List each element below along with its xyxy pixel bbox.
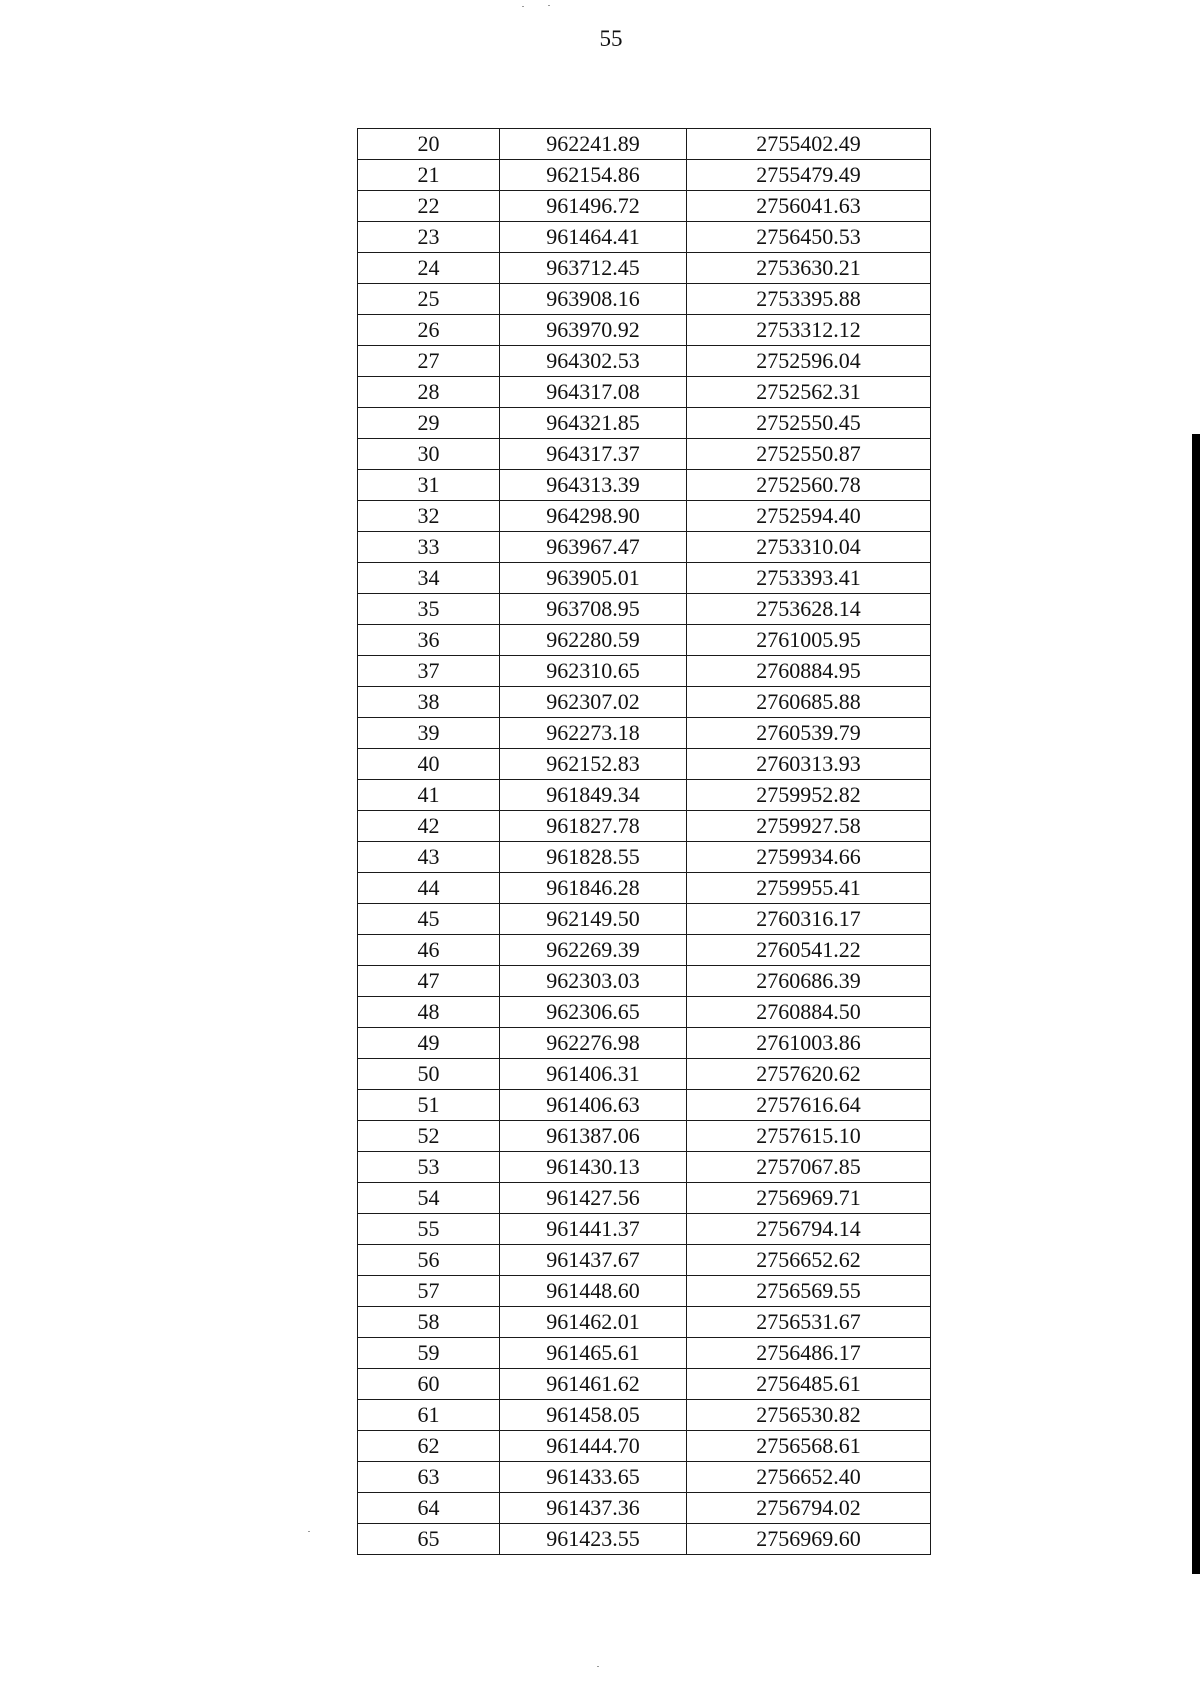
table-row [358,532,931,563]
table-row [358,470,931,501]
point-number-cell: 60 [358,1369,500,1400]
y-coordinate-cell: 2760884.50 [687,997,931,1028]
y-coordinate-cell: 2756450.53 [687,222,931,253]
table-row [358,1431,931,1462]
table-row [358,966,931,997]
y-coordinate-cell: 2756530.82 [687,1400,931,1431]
x-coordinate-cell: 964321.85 [500,408,687,439]
point-number-cell: 51 [358,1090,500,1121]
point-number-cell: 38 [358,687,500,718]
point-number-cell: 41 [358,780,500,811]
y-coordinate-cell: 2759927.58 [687,811,931,842]
x-coordinate-cell: 964317.08 [500,377,687,408]
table-row [358,191,931,222]
point-number-cell: 36 [358,625,500,656]
y-coordinate-cell: 2752560.78 [687,470,931,501]
table-row [358,1307,931,1338]
point-number-cell: 43 [358,842,500,873]
point-number-cell: 33 [358,532,500,563]
scan-speck [308,1531,310,1532]
y-coordinate-cell: 2752550.45 [687,408,931,439]
y-coordinate-cell: 2752594.40 [687,501,931,532]
x-coordinate-cell: 963970.92 [500,315,687,346]
table-row [358,842,931,873]
table-row [358,1245,931,1276]
x-coordinate-cell: 963905.01 [500,563,687,594]
point-number-cell: 61 [358,1400,500,1431]
y-coordinate-cell: 2756531.67 [687,1307,931,1338]
point-number-cell: 31 [358,470,500,501]
x-coordinate-cell: 961433.65 [500,1462,687,1493]
table-row [358,904,931,935]
point-number-cell: 64 [358,1493,500,1524]
x-coordinate-cell: 961430.13 [500,1152,687,1183]
y-coordinate-cell: 2760313.93 [687,749,931,780]
table-row [358,1121,931,1152]
y-coordinate-cell: 2753395.88 [687,284,931,315]
y-coordinate-cell: 2753630.21 [687,253,931,284]
table-row [358,1214,931,1245]
x-coordinate-cell: 962149.50 [500,904,687,935]
point-number-cell: 49 [358,1028,500,1059]
y-coordinate-cell: 2756568.61 [687,1431,931,1462]
y-coordinate-cell: 2753393.41 [687,563,931,594]
point-number-cell: 26 [358,315,500,346]
point-number-cell: 20 [358,129,500,160]
table-row [358,1059,931,1090]
x-coordinate-cell: 962273.18 [500,718,687,749]
x-coordinate-cell: 961437.67 [500,1245,687,1276]
table-row [358,346,931,377]
table-row [358,1276,931,1307]
table-row [358,1183,931,1214]
table-row [358,935,931,966]
table-row [358,1090,931,1121]
table-row [358,408,931,439]
y-coordinate-cell: 2759952.82 [687,780,931,811]
table-row [358,563,931,594]
y-coordinate-cell: 2757620.62 [687,1059,931,1090]
x-coordinate-cell: 962303.03 [500,966,687,997]
point-number-cell: 58 [358,1307,500,1338]
x-coordinate-cell: 961387.06 [500,1121,687,1152]
table-row [358,1338,931,1369]
table-row [358,1462,931,1493]
y-coordinate-cell: 2752550.87 [687,439,931,470]
x-coordinate-cell: 962276.98 [500,1028,687,1059]
x-coordinate-cell: 964313.39 [500,470,687,501]
x-coordinate-cell: 962154.86 [500,160,687,191]
y-coordinate-cell: 2757067.85 [687,1152,931,1183]
y-coordinate-cell: 2756794.02 [687,1493,931,1524]
scan-edge-mark [1192,434,1200,1574]
point-number-cell: 27 [358,346,500,377]
x-coordinate-cell: 962152.83 [500,749,687,780]
point-number-cell: 57 [358,1276,500,1307]
table-row [358,1524,931,1555]
x-coordinate-cell: 961427.56 [500,1183,687,1214]
point-number-cell: 62 [358,1431,500,1462]
y-coordinate-cell: 2759955.41 [687,873,931,904]
point-number-cell: 24 [358,253,500,284]
x-coordinate-cell: 961406.63 [500,1090,687,1121]
point-number-cell: 21 [358,160,500,191]
table-row [358,222,931,253]
scan-speck [548,5,550,6]
point-number-cell: 48 [358,997,500,1028]
table-row [358,129,931,160]
table-row [358,160,931,191]
point-number-cell: 44 [358,873,500,904]
point-number-cell: 22 [358,191,500,222]
x-coordinate-cell: 962280.59 [500,625,687,656]
x-coordinate-cell: 961846.28 [500,873,687,904]
x-coordinate-cell: 964302.53 [500,346,687,377]
coordinates-table-body [358,129,931,1555]
y-coordinate-cell: 2753310.04 [687,532,931,563]
table-row [358,625,931,656]
y-coordinate-cell: 2756652.40 [687,1462,931,1493]
table-row [358,811,931,842]
table-row [358,1493,931,1524]
y-coordinate-cell: 2753312.12 [687,315,931,346]
table-row [358,315,931,346]
point-number-cell: 63 [358,1462,500,1493]
y-coordinate-cell: 2760884.95 [687,656,931,687]
x-coordinate-cell: 961827.78 [500,811,687,842]
x-coordinate-cell: 961849.34 [500,780,687,811]
x-coordinate-cell: 961464.41 [500,222,687,253]
y-coordinate-cell: 2760686.39 [687,966,931,997]
table-row [358,253,931,284]
x-coordinate-cell: 964317.37 [500,439,687,470]
y-coordinate-cell: 2757616.64 [687,1090,931,1121]
point-number-cell: 45 [358,904,500,935]
table-row [358,1369,931,1400]
table-row [358,718,931,749]
y-coordinate-cell: 2761003.86 [687,1028,931,1059]
table-row [358,1028,931,1059]
table-row [358,656,931,687]
point-number-cell: 46 [358,935,500,966]
x-coordinate-cell: 961828.55 [500,842,687,873]
y-coordinate-cell: 2756969.60 [687,1524,931,1555]
page-number: 55 [599,26,623,51]
point-number-cell: 42 [358,811,500,842]
point-number-cell: 39 [358,718,500,749]
x-coordinate-cell: 962241.89 [500,129,687,160]
x-coordinate-cell: 964298.90 [500,501,687,532]
x-coordinate-cell: 961458.05 [500,1400,687,1431]
x-coordinate-cell: 962269.39 [500,935,687,966]
scan-speck [597,1666,599,1667]
point-number-cell: 28 [358,377,500,408]
x-coordinate-cell: 962310.65 [500,656,687,687]
x-coordinate-cell: 963712.45 [500,253,687,284]
x-coordinate-cell: 962306.65 [500,997,687,1028]
point-number-cell: 52 [358,1121,500,1152]
x-coordinate-cell: 961448.60 [500,1276,687,1307]
y-coordinate-cell: 2753628.14 [687,594,931,625]
y-coordinate-cell: 2760539.79 [687,718,931,749]
y-coordinate-cell: 2756652.62 [687,1245,931,1276]
y-coordinate-cell: 2760541.22 [687,935,931,966]
y-coordinate-cell: 2760685.88 [687,687,931,718]
y-coordinate-cell: 2757615.10 [687,1121,931,1152]
table-row [358,997,931,1028]
y-coordinate-cell: 2755479.49 [687,160,931,191]
x-coordinate-cell: 962307.02 [500,687,687,718]
y-coordinate-cell: 2756969.71 [687,1183,931,1214]
y-coordinate-cell: 2756485.61 [687,1369,931,1400]
point-number-cell: 23 [358,222,500,253]
y-coordinate-cell: 2759934.66 [687,842,931,873]
table-row [358,873,931,904]
point-number-cell: 65 [358,1524,500,1555]
x-coordinate-cell: 961462.01 [500,1307,687,1338]
x-coordinate-cell: 963908.16 [500,284,687,315]
table-row [358,1400,931,1431]
point-number-cell: 29 [358,408,500,439]
point-number-cell: 25 [358,284,500,315]
table-row [358,284,931,315]
table-row [358,780,931,811]
point-number-cell: 30 [358,439,500,470]
x-coordinate-cell: 963967.47 [500,532,687,563]
x-coordinate-cell: 961444.70 [500,1431,687,1462]
y-coordinate-cell: 2755402.49 [687,129,931,160]
point-number-cell: 35 [358,594,500,625]
x-coordinate-cell: 961496.72 [500,191,687,222]
y-coordinate-cell: 2760316.17 [687,904,931,935]
point-number-cell: 50 [358,1059,500,1090]
table-row [358,594,931,625]
x-coordinate-cell: 961423.55 [500,1524,687,1555]
x-coordinate-cell: 961437.36 [500,1493,687,1524]
y-coordinate-cell: 2756041.63 [687,191,931,222]
y-coordinate-cell: 2756486.17 [687,1338,931,1369]
point-number-cell: 56 [358,1245,500,1276]
table-row [358,687,931,718]
table-row [358,501,931,532]
table-row [358,1152,931,1183]
table-row [358,439,931,470]
point-number-cell: 37 [358,656,500,687]
point-number-cell: 47 [358,966,500,997]
point-number-cell: 55 [358,1214,500,1245]
point-number-cell: 54 [358,1183,500,1214]
scan-speck [522,6,524,7]
y-coordinate-cell: 2761005.95 [687,625,931,656]
x-coordinate-cell: 961406.31 [500,1059,687,1090]
x-coordinate-cell: 961465.61 [500,1338,687,1369]
y-coordinate-cell: 2756569.55 [687,1276,931,1307]
y-coordinate-cell: 2756794.14 [687,1214,931,1245]
x-coordinate-cell: 961461.62 [500,1369,687,1400]
y-coordinate-cell: 2752596.04 [687,346,931,377]
table-row [358,749,931,780]
x-coordinate-cell: 963708.95 [500,594,687,625]
point-number-cell: 59 [358,1338,500,1369]
point-number-cell: 40 [358,749,500,780]
x-coordinate-cell: 961441.37 [500,1214,687,1245]
y-coordinate-cell: 2752562.31 [687,377,931,408]
coordinates-table [357,128,931,1555]
point-number-cell: 32 [358,501,500,532]
point-number-cell: 34 [358,563,500,594]
point-number-cell: 53 [358,1152,500,1183]
table-row [358,377,931,408]
